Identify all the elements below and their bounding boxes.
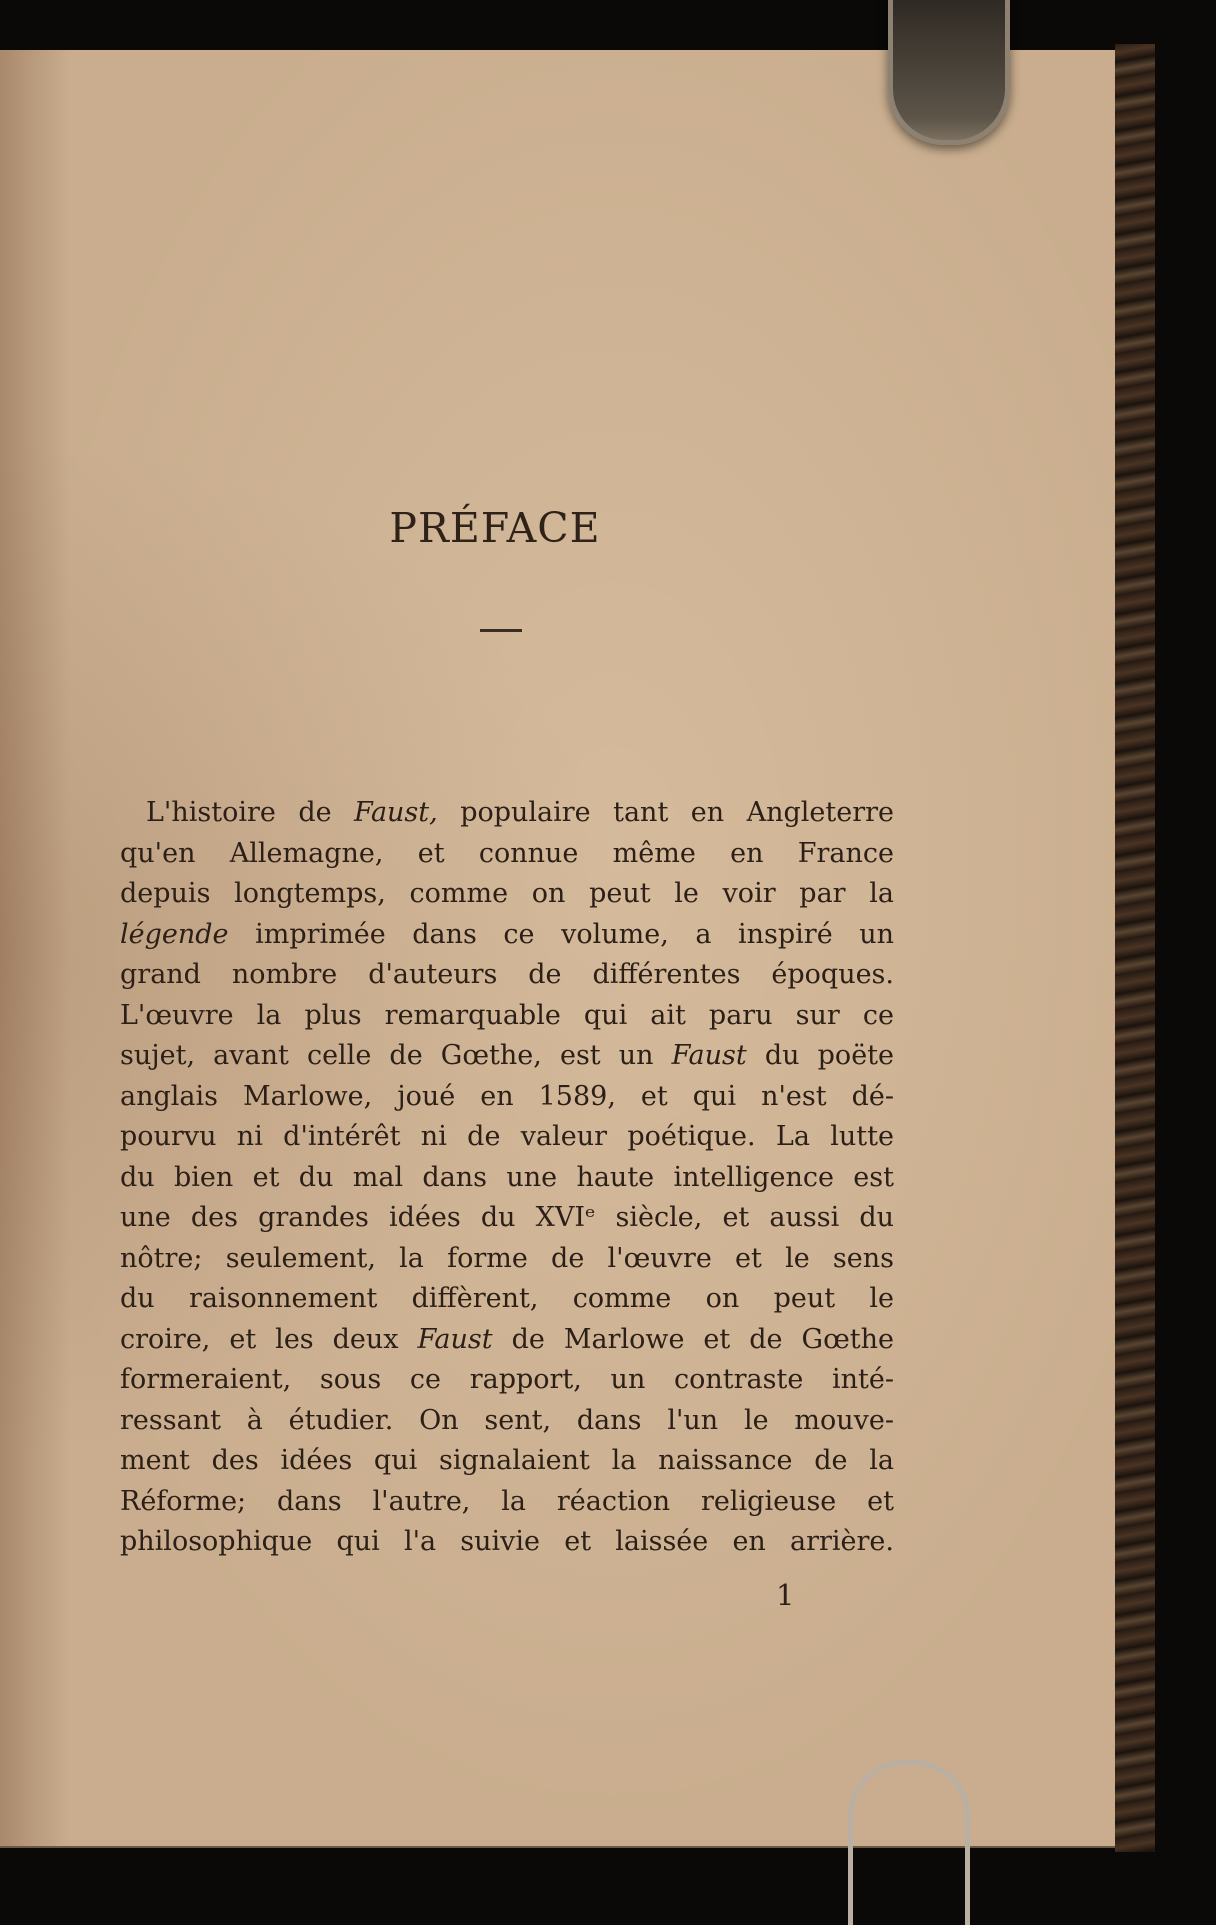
text-line: grand nombre d'auteurs de différentes époques. xyxy=(120,959,894,990)
text-line: une des grandes idées du XVIᵉ siècle, et aussi du xyxy=(120,1202,894,1233)
text-line: légende imprimée dans ce volume, a inspiré un xyxy=(120,918,894,950)
text-line: nôtre; seulement, la forme de l'œuvre et le sens xyxy=(120,1242,894,1274)
text-line: philosophique qui l'a suivie et laissée en arrière. xyxy=(120,1526,894,1557)
text-line: anglais Marlowe, joué en 1589, et qui n'est dé- xyxy=(120,1080,894,1112)
text-line: L'histoire de Faust, populaire tant en Angleterre xyxy=(146,797,894,828)
top-clip-icon xyxy=(888,0,1010,145)
text-line: croire, et les deux Faust de Marlowe et de Gœthe xyxy=(120,1323,894,1355)
bottom-clip-icon xyxy=(848,1760,970,1925)
book-cover-edge xyxy=(1115,44,1155,1852)
text-line: ment des idées qui signalaient la naissance de la xyxy=(120,1445,894,1476)
page-number: 1 xyxy=(776,1578,795,1612)
text-line: Réforme; dans l'autre, la réaction religieuse et xyxy=(120,1485,894,1517)
title-rule xyxy=(480,629,522,632)
text-line: sujet, avant celle de Gœthe, est un Faust du poëte xyxy=(120,1040,894,1071)
text-line: ressant à étudier. On sent, dans l'un le mouve- xyxy=(120,1404,894,1436)
text-line: L'œuvre la plus remarquable qui ait paru sur ce xyxy=(120,999,894,1031)
text-line: du raisonnement diffèrent, comme on peut le xyxy=(120,1283,894,1314)
text-line: pourvu ni d'intérêt ni de valeur poétique. La lutte xyxy=(120,1121,894,1152)
page-title: PRÉFACE xyxy=(389,504,601,552)
page-gutter-shadow xyxy=(0,50,70,1846)
preface-paragraph xyxy=(120,793,894,1563)
text-line: qu'en Allemagne, et connue même en France xyxy=(120,837,894,869)
text-line: depuis longtemps, comme on peut le voir par la xyxy=(120,878,894,909)
text-line: formeraient, sous ce rapport, un contraste inté- xyxy=(120,1364,894,1395)
text-line: du bien et du mal dans une haute intelligence est xyxy=(120,1161,894,1193)
